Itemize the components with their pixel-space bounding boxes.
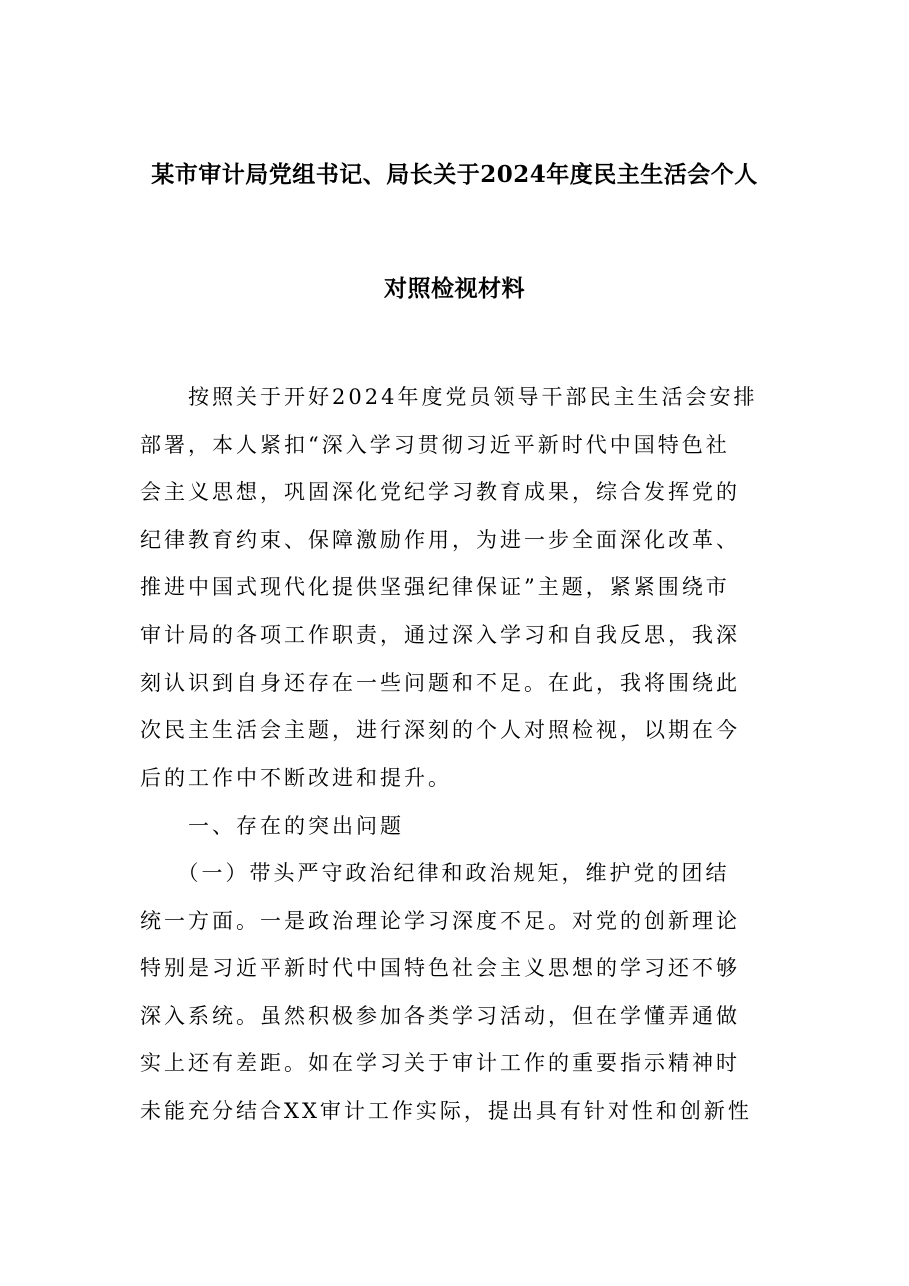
text-line: 部署，本人紧扣“深入学习贯彻习近平新时代中国特色社: [140, 432, 730, 457]
intro-paragraph: [140, 374, 780, 802]
text-line: 未能充分结合XX审计工作实际，提出具有针对性和创新性: [140, 1098, 752, 1123]
document-title-line-2: 对照检视材料: [384, 275, 525, 302]
text-line: 会主义思想，巩固深化党纪学习教育成果，综合发挥党的: [140, 480, 740, 505]
text-line: 特别是习近平新时代中国特色社会主义思想的学习还不够: [140, 956, 740, 981]
text-line: 刻认识到自身还存在一些问题和不足。在此，我将围绕此: [140, 670, 740, 695]
text-line: 审计局的各项工作职责，通过深入学习和自我反思，我深: [140, 622, 740, 647]
section-heading: [140, 803, 780, 851]
text-line: 纪律教育约束、保障激励作用，为进一步全面深化改革、: [140, 527, 740, 552]
section-heading-text: 一、存在的突出问题: [140, 814, 404, 838]
text-line: 后的工作中不断改进和提升。: [140, 765, 452, 790]
text-line: 深入系统。虽然积极参加各类学习活动，但在学懂弄通做: [140, 1003, 740, 1028]
document-title-line-1: 某市审计局党组书记、局长关于2024年度民主生活会个人: [151, 161, 758, 188]
text-line: 实上还有差距。如在学习关于审计工作的重要指示精神时: [140, 1051, 740, 1076]
text-line: 统一方面。一是政治理论学习深度不足。对党的创新理论: [140, 908, 740, 933]
text-line: （一）带头严守政治纪律和政治规矩，维护党的团结: [140, 861, 730, 885]
text-line: 次民主生活会主题，进行深刻的个人对照检视，以期在今: [140, 718, 740, 743]
text-line: 推进中国式现代化提供坚强纪律保证”主题，紧紧围绕市: [140, 575, 730, 600]
section-paragraph: [140, 850, 780, 1136]
text-line: 按照关于开好2024年度党员领导干部民主生活会安排: [140, 385, 758, 409]
